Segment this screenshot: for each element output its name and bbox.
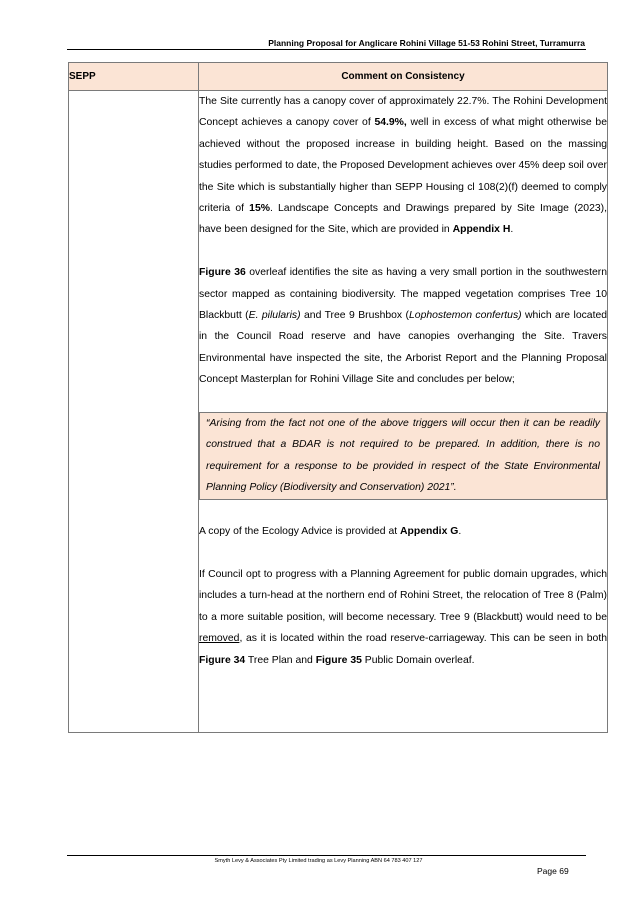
paragraph-gap bbox=[199, 391, 607, 412]
header-rule bbox=[67, 49, 586, 50]
italic-span: Lophostemon confertus) bbox=[409, 310, 522, 322]
figure-34-reference: Figure 34 bbox=[199, 654, 246, 666]
paragraph-planning-agreement bbox=[199, 564, 607, 671]
text-span: Public Domain overleaf. bbox=[361, 654, 475, 666]
text-span: . bbox=[458, 526, 462, 538]
footer-company: Smyth Levy & Associates Pty Limited trading as Levy Planning ABN 64 783 407 127 bbox=[214, 858, 423, 864]
text-span: and Tree 9 Brushbox ( bbox=[300, 310, 410, 322]
text-span: If Council opt to progress with a Planning Agreement for public domain upgrades, which includes a turn-head at the northern end of Rohini Street, the relocation of Tree 8 (Palm) to a more suitable position, will become necessary. Tree 9 (Blackbutt) would need to be bbox=[199, 568, 607, 623]
running-header: Planning Proposal for Anglicare Rohini Village 51-53 Rohini Street, Turramurra bbox=[268, 38, 585, 48]
paragraph-ecology-advice bbox=[199, 521, 607, 542]
text-span: The Site currently has a canopy cover of approximately 22.7%. The Rohini Development Concept achieves a canopy cover of bbox=[199, 96, 607, 129]
text-span: overleaf identifies the site as having a very small portion in the southwestern sector mapped as containing biodiversity. The mapped vegetation comprises Tree 10 Blackbutt ( bbox=[199, 267, 607, 322]
sepp-cell bbox=[69, 91, 199, 733]
column-header-comment: Comment on Consistency bbox=[199, 63, 608, 91]
underlined-span: removed bbox=[199, 633, 240, 645]
paragraph-biodiversity bbox=[199, 262, 607, 390]
figure-36-reference: Figure 36 bbox=[199, 267, 246, 279]
text-span: . Landscape Concepts and Drawings prepared by Site Image (2023), have been designed for the Site, which are provided in bbox=[199, 203, 607, 236]
text-span: , as it is located within the road reserve-carriageway. This can be seen in both bbox=[239, 633, 607, 645]
footer-rule bbox=[67, 855, 586, 856]
figure-35-reference: Figure 35 bbox=[315, 654, 362, 666]
text-span: well in excess of what might otherwise be achieved without the proposed increase in building height. Based on the massing studies performed to date, the Proposed Development achieves over 45% deep soil over the Site which is substantially higher than SEPP Housing cl 108(2)(f) deemed to comply criteria of bbox=[199, 117, 607, 215]
quote-text: “Arising from the fact not one of the above triggers will occur then it can be readily construed that a BDAR is not required to be prepared. In addition, there is no requirement for a response to be provided in respect of the State Environmental Planning Policy (Biodiversity and Conservation) 2021”. bbox=[206, 418, 600, 494]
paragraph-gap bbox=[199, 500, 607, 521]
text-span: Tree Plan and bbox=[245, 654, 316, 666]
table-header-row bbox=[69, 63, 608, 91]
bold-span: 15% bbox=[249, 203, 270, 215]
italic-span: E. pilularis) bbox=[248, 310, 301, 322]
paragraph-gap bbox=[199, 241, 607, 262]
consistency-table bbox=[68, 62, 608, 733]
comment-cell bbox=[199, 91, 608, 733]
text-span: which are located in the Council Road reserve and have canopies overhanging the Site. Travers Environmental have inspected the site, the Arborist Report and the Planning Proposal Concept Masterplan for Rohini Village Site and concludes per below; bbox=[199, 310, 608, 386]
appendix-h-reference: Appendix H bbox=[452, 224, 511, 236]
column-header-sepp: SEPP bbox=[69, 63, 199, 91]
text-span: A copy of the Ecology Advice is provided at bbox=[199, 526, 401, 538]
table-row bbox=[69, 91, 608, 733]
bold-span: 54.9%, bbox=[374, 117, 407, 129]
paragraph-gap bbox=[199, 542, 607, 563]
appendix-g-reference: Appendix G bbox=[400, 526, 459, 538]
page-number: Page 69 bbox=[537, 866, 569, 876]
quote-box bbox=[199, 412, 607, 500]
text-span: . bbox=[510, 224, 514, 236]
paragraph-canopy bbox=[199, 91, 607, 241]
